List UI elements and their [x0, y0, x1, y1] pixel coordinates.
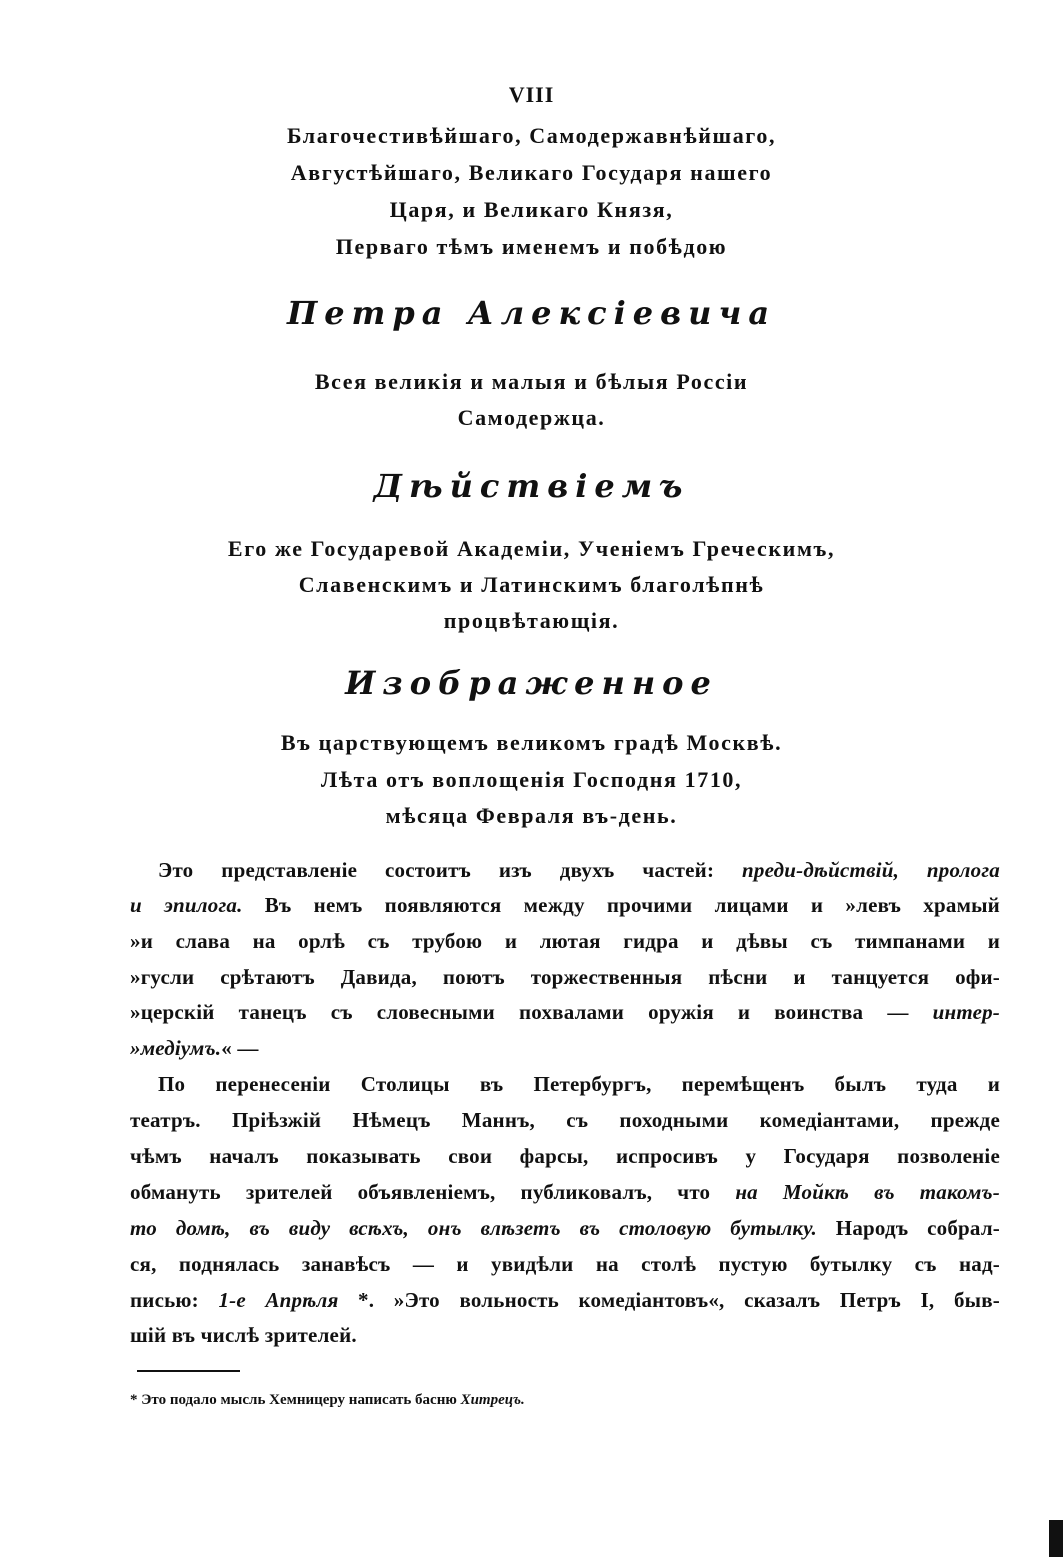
gothic-heading-image: Изображенное — [345, 664, 718, 702]
footnote: * Это подало мысль Хемницеру написать басню Хитрецъ. — [130, 1392, 525, 1408]
paragraph-line: писью: 1-е Апрѣля *. »Это вольность комедіантовъ«, сказалъ Петръ I, быв- — [130, 1288, 1000, 1312]
title-line: Въ царствующемъ великомъ градѣ Москвѣ. — [280, 730, 783, 755]
title-line: мѣсяца Февраля въ-день. — [385, 803, 678, 828]
paragraph-line: »и слава на орлѣ съ трубою и лютая гидра и дѣвы съ тимпанами и — [130, 929, 1000, 953]
gothic-heading-name: Петра Алексіевича — [286, 294, 777, 332]
title-line: процвѣтающія. — [443, 608, 620, 633]
title-line: Царя, и Великаго Князя, — [389, 197, 674, 222]
title-line: Перваго тѣмъ именемъ и побѣдою — [335, 234, 728, 259]
paragraph-line: По перенесеніи Столицы въ Петербургъ, перемѣщенъ былъ туда и — [158, 1072, 1000, 1096]
title-line: Августѣйшаго, Великаго Государя нашего — [290, 160, 773, 185]
title-line: Лѣта отъ воплощенія Господня 1710, — [320, 767, 743, 792]
paragraph-line: »гусли срѣтаютъ Давида, поютъ торжественныя пѣсни и танцуется офи- — [130, 965, 1000, 989]
title-line: Самодержца. — [457, 405, 606, 430]
paragraph-line: чѣмъ началъ показывать свои фарсы, испросивъ у Государя позволеніе — [130, 1144, 1000, 1168]
paragraph-line: шій въ числѣ зрителей. — [130, 1323, 357, 1347]
gothic-heading-action: Дѣйствіемъ — [373, 467, 690, 505]
page-number: VIII — [508, 82, 555, 107]
title-line: Славенскимъ и Латинскимъ благолѣпнѣ — [298, 572, 765, 597]
footnote-divider — [137, 1370, 240, 1372]
paragraph-line: театръ. Пріѣзжій Нѣмецъ Маннъ, съ походными комедіантами, прежде — [130, 1108, 1000, 1132]
paragraph-line: Это представленіе состоитъ изъ двухъ частей: преди-дѣйствій, пролога — [158, 858, 1000, 882]
title-line: Благочестивѣйшаго, Самодержавнѣйшаго, — [286, 123, 777, 148]
paragraph-line: и эпилога. Въ немъ появляются между прочими лицами и »левъ храмый — [130, 893, 1000, 917]
paragraph-line: то домѣ, въ виду всѣхъ, онъ влѣзетъ въ столовую бутылку. Народъ собрал- — [130, 1216, 1000, 1240]
paragraph-line: ся, поднялась занавѣсъ — и увидѣли на столѣ пустую бутылку съ над- — [130, 1252, 1000, 1276]
paragraph-line: обмануть зрителей объявленіемъ, публиковалъ, что на Мойкѣ въ такомъ- — [130, 1180, 1000, 1204]
title-line: Всея великія и малыя и бѣлыя Россіи — [314, 369, 749, 394]
title-line: Его же Государевой Академіи, Ученіемъ Греческимъ, — [227, 536, 836, 561]
paragraph-line: »медіумъ.« — — [130, 1036, 259, 1060]
paragraph-line: »церскій танецъ съ словесными похвалами оружія и воинства — интер- — [130, 1000, 1000, 1024]
scan-edge-shadow — [1049, 1520, 1063, 1557]
